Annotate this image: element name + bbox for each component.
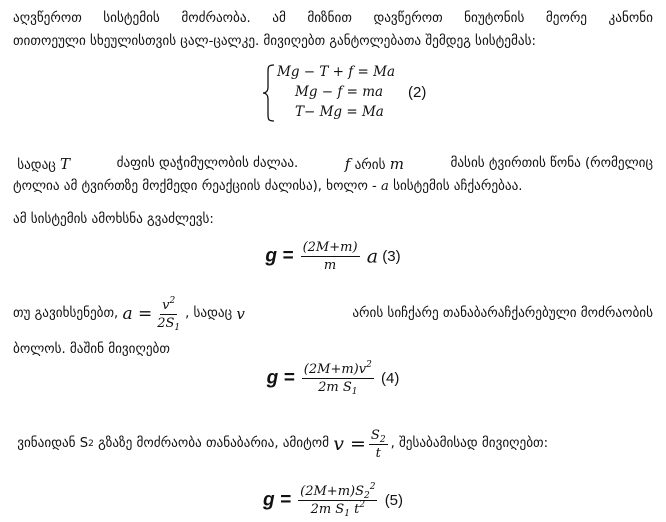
system-equation-3: T− Mg = Ma xyxy=(295,104,384,120)
word: სისტემის xyxy=(103,11,160,26)
paragraph-3: ამ სისტემის ამოხსნა გვაძლევს: xyxy=(13,212,214,227)
equation-4-fraction: $\frac{(2M+m)v^2}{2m S_1}$ xyxy=(303,360,372,397)
paragraph-1-line-2: თითოეული სხეულისთვის ცალ-ცალკე. მივიღებთ განტოლებათა შემდეგ სისტემას: xyxy=(13,34,536,49)
symbol-a: a xyxy=(381,179,389,194)
equation-4-lhs: g = xyxy=(266,367,295,389)
paragraph-2-text: სისტემის აჩქარებაა. xyxy=(393,179,523,194)
symbol-T: T xyxy=(60,155,71,173)
paragraph-2-segment: სადაც T xyxy=(17,155,71,173)
system-equation-1: Mg − T + f = Ma xyxy=(277,64,396,80)
paragraph-5-text: ვინაიდან S xyxy=(17,436,89,451)
inline-equation-lhs: v = xyxy=(333,433,366,455)
equation-5-lhs: g = xyxy=(262,489,291,511)
inline-fraction-a: $\frac{v^2}{2S_1}$ xyxy=(157,295,181,333)
equation-3 xyxy=(0,240,666,273)
equation-number-4: (4) xyxy=(381,370,400,387)
word: ამ xyxy=(272,11,286,26)
paragraph-4-text: არის სიჩქარე თანაბარაჩქარებული მოძრაობის xyxy=(352,306,653,321)
equation-5-fraction: $\frac{(2M+m)S_2^2}{2m S_1 t^2}$ xyxy=(300,482,376,519)
equation-3-fraction xyxy=(301,240,360,273)
paragraph-5-text: , შესაბამისად მივიღებთ: xyxy=(390,436,549,451)
word: აღვწეროთ xyxy=(13,11,82,26)
word: კანონი xyxy=(608,11,653,26)
symbol-f: f xyxy=(344,155,351,173)
paragraph-2-text: ტოლია ამ ტვირთზე მოქმედი რეაქციის ძალისა), ხოლო - xyxy=(13,179,377,194)
symbol-m: m xyxy=(389,155,404,173)
word: დავწეროთ xyxy=(373,11,443,26)
paragraph-2-segment: f არის m xyxy=(344,155,404,173)
paragraph-2-line-2 xyxy=(13,178,653,196)
paragraph-2-segment: მასის ტვირთის წონა (რომელიც xyxy=(450,156,653,171)
paragraph-2-line-1 xyxy=(13,155,653,175)
equation-number-3: (3) xyxy=(382,248,401,265)
symbol-a: a xyxy=(366,245,379,268)
paragraph-5-text: გზაზე მოძრაობა თანაბარია, ამიტომ xyxy=(98,436,330,451)
word: მოძრაობა. xyxy=(181,11,251,26)
left-brace-icon xyxy=(262,64,276,122)
equation-5 xyxy=(0,484,666,517)
equation-system-2 xyxy=(262,62,462,124)
equation-3-lhs: g = xyxy=(265,245,294,267)
system-equation-2: Mg − f = ma xyxy=(295,84,384,100)
fraction-denominator: m xyxy=(323,258,337,273)
paragraph-4-line-1 xyxy=(13,294,653,334)
paragraph-5-line: ვინაიდან S 2 გზაზე მოძრაობა თანაბარია, ამიტომ v = $\frac{S_2}{t}$ , შესაბამისად მივიღებთ: xyxy=(17,427,549,461)
word: მიზნით xyxy=(307,11,352,26)
paragraph-2-segment: ძაფის დაჭიმულობის ძალაა. xyxy=(116,156,299,171)
equation-4 xyxy=(0,362,666,395)
fraction-numerator: (2M+m) xyxy=(302,240,358,255)
paragraph-1-line-1 xyxy=(13,10,653,28)
word: მეორე xyxy=(545,11,588,26)
paragraph-4-text: თუ გავიხსენებთ, xyxy=(13,306,119,321)
paragraph-5 xyxy=(13,424,653,464)
symbol-v: v xyxy=(236,305,245,323)
equation-number-2: (2) xyxy=(408,84,427,101)
equation-number-5: (5) xyxy=(384,492,404,509)
inline-fraction-v: $\frac{S_2}{t}$ xyxy=(370,427,386,461)
paragraph-4-text: , სადაც xyxy=(185,306,233,321)
word: ნიუტონის xyxy=(464,11,525,26)
inline-equation-lhs: a = xyxy=(122,304,153,324)
paragraph-4-line-2: ბოლოს. მაშინ მივიღებთ xyxy=(13,342,170,357)
paragraph-4-lead xyxy=(13,295,245,333)
